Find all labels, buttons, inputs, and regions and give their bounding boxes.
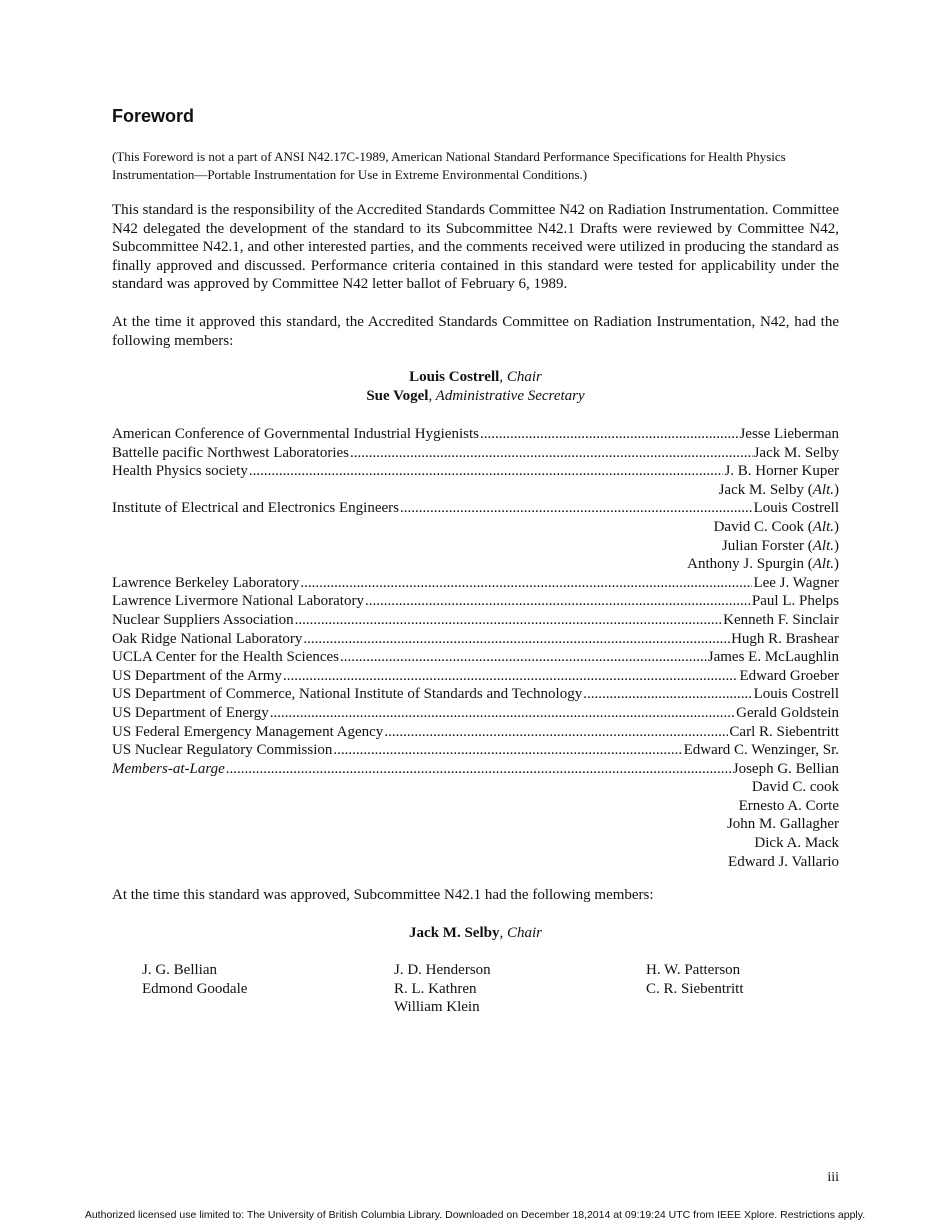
paragraph-responsibility: This standard is the responsibility of the Accredited Standards Committee N42 on Radiation Instrumentation. Committee N42 delegated the development of the standard to its Subcommittee N42.1 Drafts were reviewed by Committee N42, Subcommittee N42.1, and other interested parties, and the comments received were utilized in producing the standard as finally approved and discussed. Performance criteria contained in this standard were tested for applicability under the standard was approved by Committee N42 letter ballot of February 6, 1989. xyxy=(112,202,839,293)
chair-line xyxy=(112,368,839,387)
member-representative: Carl R. Siebentritt xyxy=(729,723,839,740)
dot-leader xyxy=(365,592,751,611)
subcommittee-member: J. D. Henderson xyxy=(394,962,491,978)
member-row xyxy=(112,760,839,779)
member-row-alternate xyxy=(112,537,839,556)
member-representative: Joseph G. Bellian xyxy=(732,760,839,777)
chair-role: , Chair xyxy=(499,369,542,385)
dot-leader xyxy=(283,667,738,686)
member-representative: James E. McLaughlin xyxy=(707,649,839,666)
subcommittee-column xyxy=(142,961,247,998)
member-representative: Jack M. Selby xyxy=(753,444,839,461)
secretary-name: Sue Vogel xyxy=(366,388,429,404)
member-organization: Health Physics society xyxy=(112,463,248,480)
dot-leader xyxy=(270,704,735,723)
member-list xyxy=(112,425,839,871)
member-row-alternate xyxy=(112,518,839,537)
subcommittee-member: Edmond Goodale xyxy=(142,980,248,997)
subcommittee-member: R. L. Kathren xyxy=(394,980,477,997)
member-organization: US Department of Commerce, National Institute of Standards and Technology xyxy=(112,686,583,703)
member-row-alternate xyxy=(112,853,839,872)
member-row xyxy=(112,667,839,686)
page-number: iii xyxy=(827,1170,839,1185)
member-organization: UCLA Center for the Health Sciences xyxy=(112,649,340,666)
member-organization: US Federal Emergency Management Agency xyxy=(112,723,384,740)
dot-leader xyxy=(226,760,732,779)
member-row xyxy=(112,462,839,481)
member-representative: John M. Gallagher xyxy=(726,816,839,833)
member-representative: David C. cook xyxy=(751,779,839,796)
dot-leader xyxy=(350,444,753,463)
subcommittee-member: C. R. Siebentritt xyxy=(646,980,744,997)
member-row xyxy=(112,741,839,760)
dot-leader xyxy=(333,741,682,760)
paragraph-members-intro: At the time it approved this standard, the Accredited Standards Committee on Radiation Instrumentation, N42, had the following members: xyxy=(112,314,839,349)
member-organization: American Conference of Governmental Industrial Hygienists xyxy=(112,426,479,442)
member-row-alternate xyxy=(112,797,839,816)
subcommittee-chair-name: Jack M. Selby xyxy=(409,925,500,941)
subcommittee-chair xyxy=(112,925,839,942)
member-representative: Hugh R. Brashear xyxy=(731,630,839,647)
member-row-alternate xyxy=(112,555,839,574)
member-organization: US Nuclear Regulatory Commission xyxy=(112,742,333,759)
member-row xyxy=(112,630,839,649)
member-organization: US Department of Energy xyxy=(112,704,269,721)
member-representative: J. B. Horner Kuper xyxy=(724,463,839,480)
dot-leader xyxy=(400,499,753,518)
member-representative: Lee J. Wagner xyxy=(753,574,839,591)
member-representative: David C. Cook (Alt.) xyxy=(713,518,839,535)
subcommittee-member: William Klein xyxy=(394,999,480,1016)
member-representative: Gerald Goldstein xyxy=(736,704,839,721)
member-row xyxy=(112,574,839,593)
member-representative: Jack M. Selby (Alt.) xyxy=(718,481,839,498)
member-representative: Anthony J. Spurgin (Alt.) xyxy=(687,556,839,573)
subcommittee-column xyxy=(394,961,491,1017)
dot-leader xyxy=(583,685,752,704)
member-row xyxy=(112,723,839,742)
dot-leader xyxy=(295,611,722,630)
paragraph-subcommittee-intro: At the time this standard was approved, Subcommittee N42.1 had the following members: xyxy=(112,887,654,903)
member-representative: Louis Costrell xyxy=(753,686,839,703)
member-representative: Edward J. Vallario xyxy=(728,853,839,870)
member-organization: Members-at-Large xyxy=(112,760,225,777)
member-organization: Lawrence Livermore National Laboratory xyxy=(112,593,364,610)
subcommittee-member: J. G. Bellian xyxy=(142,962,217,978)
member-row xyxy=(112,592,839,611)
member-row xyxy=(112,425,839,444)
subcommittee-column xyxy=(646,961,744,998)
member-organization: Institute of Electrical and Electronics Engineers xyxy=(112,500,399,517)
member-organization: Battelle pacific Northwest Laboratories xyxy=(112,444,349,461)
member-row-alternate xyxy=(112,481,839,500)
member-representative: Edward Groeber xyxy=(739,667,839,684)
foreword-note: (This Foreword is not a part of ANSI N42.17C-1989, American National Standard Performance Specifications for Health Physics Instrumentation—Portable Instrumentation for Use in Extreme Environmental Conditions.) xyxy=(112,149,786,182)
dot-leader xyxy=(300,574,752,593)
member-organization: Oak Ridge National Laboratory xyxy=(112,630,303,647)
license-footer: Authorized licensed use limited to: The University of British Columbia Library. Downloaded on December 18,2014 at 09:19:24 UTC from IEEE Xplore. Restrictions apply. xyxy=(84,1209,866,1221)
member-representative: Dick A. Mack xyxy=(754,835,839,852)
member-organization: US Department of the Army xyxy=(112,667,282,684)
member-row-alternate xyxy=(112,834,839,853)
member-representative: Ernesto A. Corte xyxy=(738,797,839,814)
member-organization: Nuclear Suppliers Association xyxy=(112,611,294,628)
member-representative: Jesse Lieberman xyxy=(739,426,839,442)
dot-leader xyxy=(303,630,730,649)
member-row-alternate xyxy=(112,815,839,834)
subcommittee-chair-role: , Chair xyxy=(499,925,542,941)
committee-officers xyxy=(112,368,839,406)
member-row xyxy=(112,611,839,630)
member-representative: Edward C. Wenzinger, Sr. xyxy=(683,742,839,759)
member-representative: Louis Costrell xyxy=(753,500,839,517)
member-row xyxy=(112,444,839,463)
member-representative: Julian Forster (Alt.) xyxy=(721,537,839,554)
dot-leader xyxy=(384,723,728,742)
dot-leader xyxy=(480,425,738,444)
member-row xyxy=(112,648,839,667)
secretary-role: , Administrative Secretary xyxy=(428,388,585,404)
member-row xyxy=(112,499,839,518)
dot-leader xyxy=(249,462,724,481)
member-row xyxy=(112,685,839,704)
page-title: Foreword xyxy=(112,106,195,126)
member-row xyxy=(112,704,839,723)
secretary-line xyxy=(112,387,839,406)
member-row-alternate xyxy=(112,778,839,797)
chair-name: Louis Costrell xyxy=(409,369,500,385)
subcommittee-member: H. W. Patterson xyxy=(646,962,741,978)
member-representative: Paul L. Phelps xyxy=(751,593,839,610)
member-organization: Lawrence Berkeley Laboratory xyxy=(112,574,300,591)
dot-leader xyxy=(340,648,707,667)
member-representative: Kenneth F. Sinclair xyxy=(723,611,839,628)
